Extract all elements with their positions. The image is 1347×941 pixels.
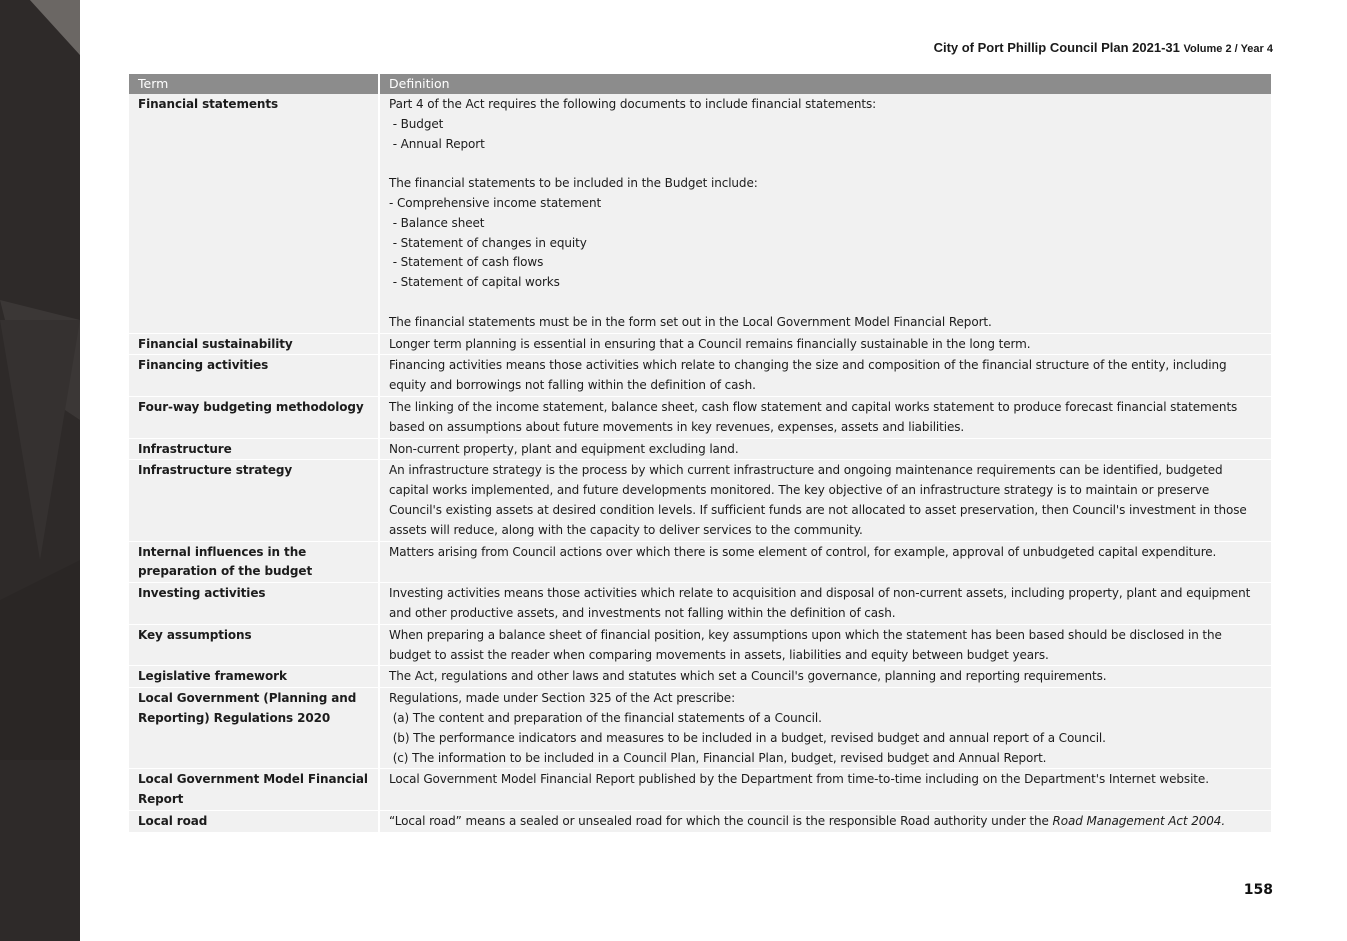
table-row [129, 397, 1271, 439]
table-row [129, 334, 1271, 356]
table-row [129, 542, 1271, 584]
table-row [129, 460, 1271, 541]
glossary-term: Infrastructure strategy [129, 460, 380, 541]
table-row [129, 811, 1271, 833]
table-header-row [129, 74, 1271, 94]
glossary-table [129, 74, 1271, 833]
decorative-side-strip [0, 0, 80, 941]
page-number: 158 [1243, 882, 1273, 898]
table-row [129, 769, 1271, 811]
glossary-term: Key assumptions [129, 625, 380, 667]
glossary-definition: Local Government Model Financial Report published by the Department from time-to-time including on the Department's Internet website. [380, 769, 1271, 811]
glossary-definition: Non-current property, plant and equipment excluding land. [380, 439, 1271, 461]
glossary-definition: Financing activities means those activities which relate to changing the size and composition of the financial structure of the entity, including equity and borrowings not falling within the definition of cash. [380, 355, 1271, 397]
glossary-definition: An infrastructure strategy is the process by which current infrastructure and ongoing maintenance requirements can be identified, budgeted capital works implemented, and future developments monitored. The key objective of an infrastructure strategy is to maintain or preserve Council's existing assets at desired condition levels. If sufficient funds are not allocated to asset preservation, then Council's investment in those assets will reduce, along with the capacity to deliver services to the community. [380, 460, 1271, 541]
glossary-definition: When preparing a balance sheet of financial position, key assumptions upon which the statement has been based should be disclosed in the budget to assist the reader when comparing movements in assets, liabilities and equity between budget years. [380, 625, 1271, 667]
glossary-term: Infrastructure [129, 439, 380, 461]
act-title-italic: Road Management Act 2004. [1052, 813, 1226, 828]
glossary-definition: Matters arising from Council actions over which there is some element of control, for example, approval of unbudgeted capital expenditure. [380, 542, 1271, 584]
glossary-term: Internal influences in the preparation of the budget [129, 542, 380, 584]
table-row [129, 688, 1271, 769]
geometric-pattern-graphic [0, 0, 80, 941]
glossary-definition: Regulations, made under Section 325 of the Act prescribe: (a) The content and preparation of the financial statements of a Council. (b) The performance indicators and measures to be included in a budget, revised budget and annual report of a Council. (c) The information to be included in a Council Plan, Financial Plan, budget, revised budget and Annual Report. [380, 688, 1271, 769]
glossary-term: Four-way budgeting methodology [129, 397, 380, 439]
table-row [129, 583, 1271, 625]
document-subtitle: Volume 2 / Year 4 [1183, 43, 1273, 55]
table-row [129, 625, 1271, 667]
glossary-term: Financial sustainability [129, 334, 380, 356]
glossary-term: Local road [129, 811, 380, 833]
table-row [129, 94, 1271, 334]
table-row [129, 666, 1271, 688]
glossary-definition: Longer term planning is essential in ensuring that a Council remains financially sustainable in the long term. [380, 334, 1271, 356]
table-row [129, 355, 1271, 397]
column-header-definition: Definition [380, 74, 1271, 94]
glossary-term: Local Government Model Financial Report [129, 769, 380, 811]
definition-text: “Local road” means a sealed or unsealed road for which the council is the responsible Road authority under the [389, 813, 1053, 828]
document-header [934, 40, 1273, 55]
column-header-term: Term [129, 74, 380, 94]
glossary-term: Legislative framework [129, 666, 380, 688]
document-title: City of Port Phillip Council Plan 2021-31 [933, 40, 1180, 55]
glossary-definition [380, 811, 1271, 833]
glossary-definition: Part 4 of the Act requires the following documents to include financial statements: - Budget - Annual Report The financial statements to be included in the Budget include: - Comprehensive income statement - Balance sheet - Statement of changes in equity - Statement of cash flows - Statement of capital works The financial statements must be in the form set out in the Local Government Model Financial Report. [380, 94, 1271, 334]
glossary-definition: Investing activities means those activities which relate to acquisition and disposal of non-current assets, including property, plant and equipment and other productive assets, and investments not falling within the definition of cash. [380, 583, 1271, 625]
glossary-definition: The Act, regulations and other laws and statutes which set a Council's governance, planning and reporting requirements. [380, 666, 1271, 688]
glossary-term: Local Government (Planning and Reporting) Regulations 2020 [129, 688, 380, 769]
glossary-term: Financing activities [129, 355, 380, 397]
glossary-definition: The linking of the income statement, balance sheet, cash flow statement and capital works statement to produce forecast financial statements based on assumptions about future movements in key revenues, expenses, assets and liabilities. [380, 397, 1271, 439]
glossary-term: Investing activities [129, 583, 380, 625]
glossary-term: Financial statements [129, 94, 380, 334]
table-row [129, 439, 1271, 461]
